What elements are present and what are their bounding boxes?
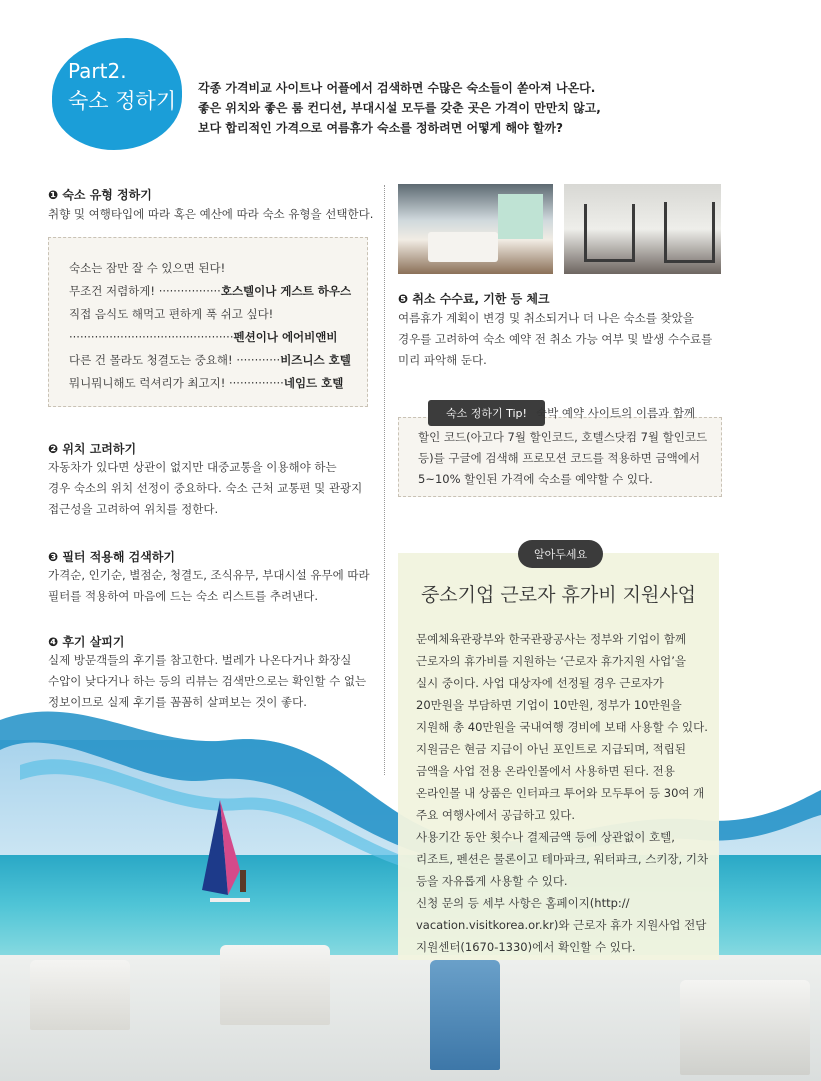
quote-dots: ··············· <box>229 376 284 390</box>
body-line: 가격순, 인기순, 별점순, 청결도, 조식유무, 부대시설 유무에 따라 <box>48 568 370 582</box>
tip-line: 할인 코드(아고다 7월 할인코드, 호텔스닷컴 7월 할인코드 <box>418 430 708 444</box>
info-body <box>416 628 716 958</box>
section-3-title: ❸ 필터 적용해 검색하기 <box>48 550 176 564</box>
body-line: 미리 파악해 둔다. <box>398 353 487 367</box>
quote-answer: 네임드 호텔 <box>283 376 344 390</box>
quote-text: 뭐니뭐니해도 럭셔리가 최고지! <box>69 376 226 390</box>
body-line: 여름휴가 계획이 변경 및 취소되거나 더 나은 숙소를 찾았을 <box>398 311 694 325</box>
info-badge: 알아두세요 <box>518 540 603 568</box>
info-line: 20만원을 부담하면 기업이 10만원, 정부가 10만원을 <box>416 698 682 712</box>
info-line: 주요 여행사에서 공급하고 있다. <box>416 808 576 822</box>
body-line: 실제 방문객들의 후기를 참고한다. 벌레가 나온다거나 화장실 <box>48 653 352 667</box>
tip-line: 숙박 예약 사이트의 이름과 함께 <box>536 406 696 420</box>
section-3-body <box>48 565 370 607</box>
info-line: vacation.visitkorea.or.kr)와 근로자 휴가 지원사업 전담 <box>416 918 707 932</box>
quote-answer: 비즈니스 호텔 <box>280 353 351 367</box>
quote-dots: ············································· <box>69 330 234 344</box>
hostel-room-photo <box>564 184 721 274</box>
info-line: 온라인몰 내 상품은 인터파크 투어와 모두투어 등 30여 개 <box>416 786 705 800</box>
section-2-title: ❷ 위치 고려하기 <box>48 442 137 456</box>
beach-chair <box>680 980 810 1075</box>
quote-line <box>69 375 343 391</box>
info-line: 문예체육관광부와 한국관광공사는 정부와 기업이 함께 <box>416 632 687 646</box>
body-line: 자동차가 있다면 상관이 없지만 대중교통을 이용해야 하는 <box>48 460 337 474</box>
section-5-body <box>398 308 712 371</box>
intro-text <box>198 78 798 138</box>
section-1-title: ❶ 숙소 유형 정하기 <box>48 188 152 202</box>
intro-line: 보다 합리적인 가격으로 여름휴가 숙소를 정하려면 어떻게 해야 할까? <box>198 121 563 135</box>
intro-line: 좋은 위치와 좋은 룸 컨디션, 부대시설 모두를 갖춘 곳은 가격이 만만치 않고, <box>198 101 601 115</box>
info-line: 사용기간 동안 횟수나 결제금액 등에 상관없이 호텔, <box>416 830 675 844</box>
quote-line: 숙소는 잠만 잘 수 있으면 된다! <box>69 261 226 275</box>
quote-text: 무조건 저렴하게! <box>69 284 156 298</box>
info-line: 실시 중이다. 사업 대상자에 선정될 경우 근로자가 <box>416 676 664 690</box>
quote-line: 직접 음식도 해먹고 편하게 푹 쉬고 싶다! <box>69 307 274 321</box>
section-5-title: ❺ 취소 수수료, 기한 등 체크 <box>398 292 550 306</box>
body-line: 정보이므로 실제 후기를 꼼꼼히 살펴보는 것이 좋다. <box>48 695 307 709</box>
quote-answer: 펜션이나 에어비앤비 <box>233 330 338 344</box>
info-line: 금액을 사업 전용 온라인몰에서 사용하면 된다. 전용 <box>416 764 675 778</box>
beach-chair <box>30 960 130 1030</box>
body-line: 접근성을 고려하여 위치를 정한다. <box>48 502 219 516</box>
quote-line <box>69 329 337 345</box>
column-divider <box>384 185 385 775</box>
quote-answer: 호스텔이나 게스트 하우스 <box>220 284 352 298</box>
quote-dots: ················· <box>158 284 221 298</box>
intro-line: 각종 가격비교 사이트나 어플에서 검색하면 수많은 숙소들이 쏟아져 나온다. <box>198 81 596 95</box>
body-line: 수압이 낮다거나 하는 등의 리뷰는 검색만으로는 확인할 수 없는 <box>48 674 367 688</box>
tip-line: 등)를 구글에 검색해 프로모션 코드를 적용하면 금액에서 <box>418 451 700 465</box>
beach-chair <box>220 945 330 1025</box>
info-line: 신청 문의 등 세부 사항은 홈페이지(http:// <box>416 896 630 910</box>
info-line: 등을 자유롭게 사용할 수 있다. <box>416 874 568 888</box>
info-line: 지원금은 현금 지급이 아닌 포인트로 지급되며, 적립된 <box>416 742 686 756</box>
beach-towel <box>430 960 500 1070</box>
section-1-body: 취향 및 여행타입에 따라 혹은 예산에 따라 숙소 유형을 선택한다. <box>48 207 374 221</box>
info-line: 리조트, 펜션은 물론이고 테마파크, 워터파크, 스키장, 기차 <box>416 852 709 866</box>
title-label: 숙소 정하기 <box>68 89 177 113</box>
page-title <box>68 56 176 116</box>
body-line: 경우 숙소의 위치 선정이 중요하다. 숙소 근처 교통편 및 관광지 <box>48 481 363 495</box>
body-line: 필터를 적용하여 마음에 드는 숙소 리스트를 추려낸다. <box>48 589 318 603</box>
body-line: 경우를 고려하여 숙소 예약 전 취소 가능 여부 및 발생 수수료를 <box>398 332 713 346</box>
quote-dots: ············ <box>236 353 281 367</box>
part-label: Part2. <box>68 59 127 83</box>
info-line: 지원해 총 40만원을 국내여행 경비에 보태 사용할 수 있다. <box>416 720 708 734</box>
windsurfer-graphic <box>200 800 270 910</box>
hotel-room-photo <box>398 184 553 274</box>
info-line: 지원센터(1670-1330)에서 확인할 수 있다. <box>416 940 636 954</box>
info-line: 근로자의 휴가비를 지원하는 ‘근로자 휴가지원 사업’을 <box>416 654 686 668</box>
tip-badge: 숙소 정하기 Tip! <box>428 400 545 426</box>
quote-line <box>69 352 351 368</box>
accommodation-type-box <box>48 237 368 407</box>
quote-line <box>69 283 351 299</box>
section-2-body <box>48 457 362 520</box>
section-4-title: ❹ 후기 살피기 <box>48 635 125 649</box>
info-title: 중소기업 근로자 휴가비 지원사업 <box>420 584 697 606</box>
tip-body <box>418 427 707 490</box>
tip-line: 5~10% 할인된 가격에 숙소를 예약할 수 있다. <box>418 472 653 486</box>
section-4-body <box>48 650 366 713</box>
quote-text: 다른 건 몰라도 청결도는 중요해! <box>69 353 233 367</box>
